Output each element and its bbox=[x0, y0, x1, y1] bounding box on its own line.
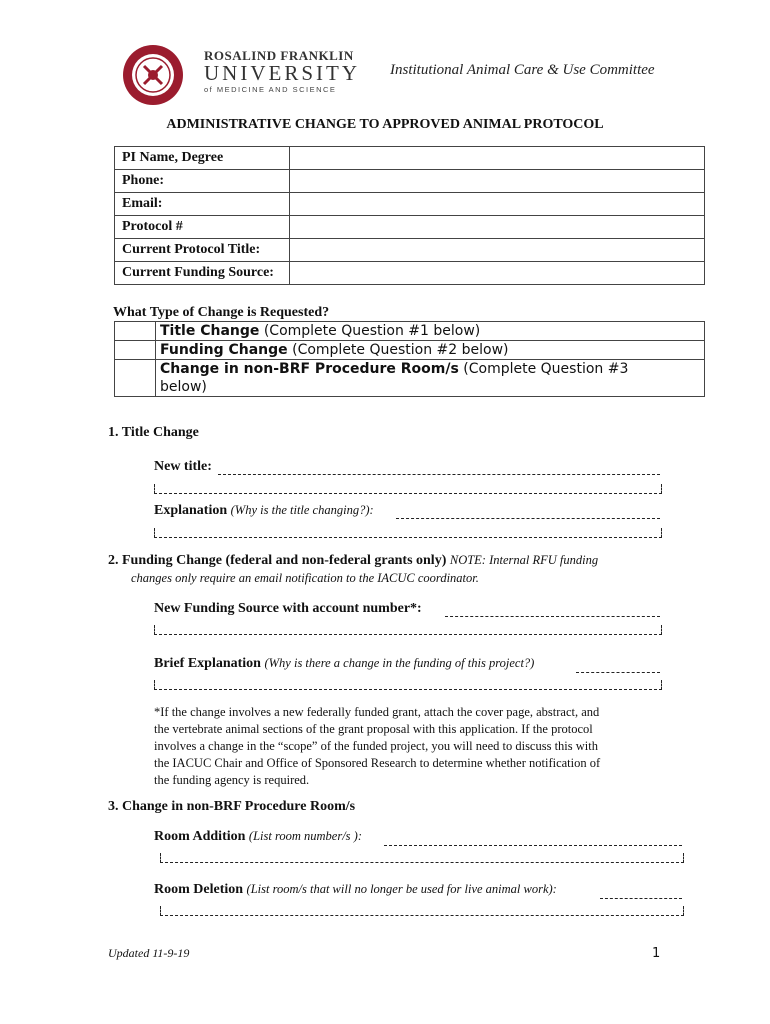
dashed-line bbox=[600, 898, 682, 899]
protocol-title-field[interactable] bbox=[290, 239, 705, 262]
room-addition-field[interactable] bbox=[160, 853, 684, 863]
dashed-line bbox=[445, 616, 660, 617]
room-deletion-label: Room Deletion (List room/s that will no longer be used for live animal work): bbox=[154, 882, 557, 897]
field-label: Protocol # bbox=[115, 216, 290, 239]
new-title-field[interactable] bbox=[154, 484, 662, 494]
pi-name-field[interactable] bbox=[290, 147, 705, 170]
room-change-option: Change in non-BRF Procedure Room/s (Complete Question #3 below) bbox=[156, 360, 705, 397]
grant-instructions: *If the change involves a new federally funded grant, attach the cover page, abstract, and the vertebrate animal sections of the grant proposal with this application. If the protocol involves a change in the “scope” of the funded project, you will need to discuss this with the IACUC Chair and Office of Sponsored Research to determine whether notification of the funding agency is required. bbox=[154, 705, 601, 787]
table-row bbox=[115, 262, 705, 285]
brand-line-3: of MEDICINE AND SCIENCE bbox=[204, 85, 337, 94]
page-number: 1 bbox=[652, 946, 661, 961]
title-change-option: Title Change (Complete Question #1 below) bbox=[156, 322, 705, 341]
field-label: Email: bbox=[115, 193, 290, 216]
table-row bbox=[115, 322, 705, 341]
funding-change-option: Funding Change (Complete Question #2 below) bbox=[156, 341, 705, 360]
title-change-checkbox[interactable] bbox=[115, 322, 156, 341]
brand-line-2: UNIVERSITY bbox=[204, 61, 360, 85]
explanation-label: Explanation (Why is the title changing?): bbox=[154, 503, 374, 518]
field-label: Current Protocol Title: bbox=[115, 239, 290, 262]
change-type-table bbox=[114, 321, 705, 397]
q2-note: changes only require an email notification to the IACUC coordinator. bbox=[131, 571, 479, 585]
funding-explanation-field[interactable] bbox=[154, 680, 662, 690]
room-deletion-field[interactable] bbox=[160, 906, 684, 916]
funding-source-field[interactable] bbox=[290, 262, 705, 285]
field-label: Phone: bbox=[115, 170, 290, 193]
new-funding-label: New Funding Source with account number*: bbox=[154, 601, 422, 616]
updated-date: Updated 11-9-19 bbox=[108, 946, 190, 960]
committee-name: Institutional Animal Care & Use Committee bbox=[390, 62, 655, 78]
email-field[interactable] bbox=[290, 193, 705, 216]
table-row bbox=[115, 170, 705, 193]
dashed-line bbox=[396, 518, 660, 519]
table-row bbox=[115, 360, 705, 397]
dashed-line bbox=[218, 474, 660, 475]
protocol-info-table bbox=[114, 146, 705, 285]
dashed-line bbox=[576, 672, 660, 673]
field-label: Current Funding Source: bbox=[115, 262, 290, 285]
protocol-number-field[interactable] bbox=[290, 216, 705, 239]
q2-heading: 2. Funding Change (federal and non-federal grants only) NOTE: Internal RFU funding bbox=[108, 553, 599, 568]
table-row bbox=[115, 147, 705, 170]
phone-field[interactable] bbox=[290, 170, 705, 193]
table-row bbox=[115, 216, 705, 239]
title-explanation-field[interactable] bbox=[154, 528, 662, 538]
room-addition-label: Room Addition (List room number/s ): bbox=[154, 829, 363, 844]
room-change-checkbox[interactable] bbox=[115, 360, 156, 397]
new-funding-field[interactable] bbox=[154, 625, 662, 635]
funding-change-checkbox[interactable] bbox=[115, 341, 156, 360]
dashed-line bbox=[384, 845, 682, 846]
table-row bbox=[115, 193, 705, 216]
document-title: ADMINISTRATIVE CHANGE TO APPROVED ANIMAL PROTOCOL bbox=[166, 117, 604, 132]
brief-explanation-label: Brief Explanation (Why is there a change in the funding of this project?) bbox=[154, 656, 535, 671]
table-row bbox=[115, 239, 705, 262]
university-seal-icon bbox=[122, 44, 184, 106]
brand-line-1: ROSALIND FRANKLIN bbox=[204, 48, 354, 63]
field-label: PI Name, Degree bbox=[115, 147, 290, 170]
new-title-label: New title: bbox=[154, 459, 212, 474]
table-row bbox=[115, 341, 705, 360]
q3-heading: 3. Change in non-BRF Procedure Room/s bbox=[108, 799, 356, 814]
change-type-heading: What Type of Change is Requested? bbox=[113, 305, 330, 320]
q1-heading: 1. Title Change bbox=[108, 425, 199, 440]
university-logo bbox=[122, 44, 362, 106]
